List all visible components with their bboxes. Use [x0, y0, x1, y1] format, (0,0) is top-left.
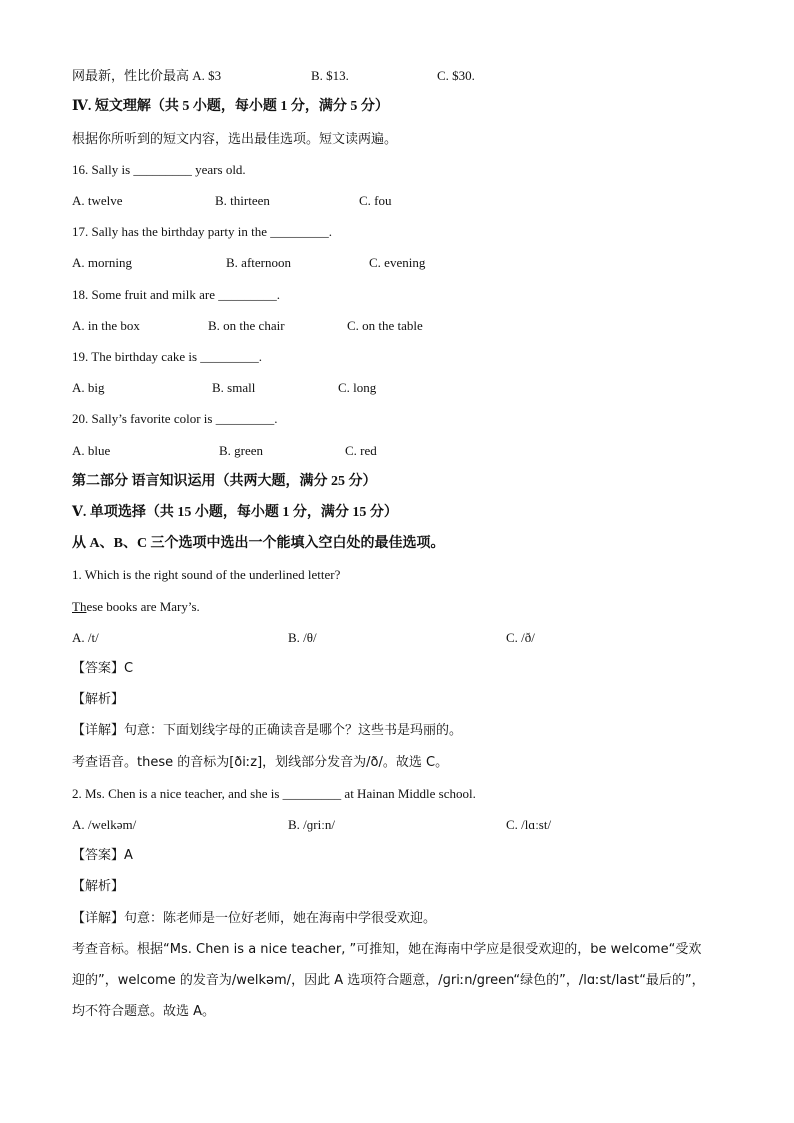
answer-label: 【答案】	[72, 661, 125, 676]
item1-detail-text: 句意：下面划线字母的正确读音是哪个？这些书是玛丽的。	[124, 723, 463, 738]
q20-stem: 20. Sally’s favorite color is _________.	[72, 411, 278, 426]
detail-label: 【详解】	[72, 723, 125, 738]
item2-option-a: A. /welkəm/	[72, 817, 137, 832]
q15-tail	[72, 67, 221, 85]
q18-option-c: C. on the table	[347, 318, 423, 333]
q16-stem: 16. Sally is _________ years old.	[72, 162, 246, 177]
q18-option-a: A. in the box	[72, 318, 140, 333]
q19-option-b: B. small	[212, 380, 256, 395]
item2-explanation-line3: 均不符合题意。故选 A。	[72, 1004, 216, 1019]
q19-stem: 19. The birthday cake is _________.	[72, 349, 263, 364]
q18-stem: 18. Some fruit and milk are _________.	[72, 287, 280, 302]
item1-answer-value: C	[124, 661, 134, 676]
detail-label-2: 【详解】	[72, 911, 125, 926]
item1-answer	[72, 660, 133, 678]
q16-option-b: B. thirteen	[215, 193, 270, 208]
section-iv-instruction: 根据你所听到的短文内容，选出最佳选项。短文读两遍。	[72, 131, 398, 146]
section-iv-heading: Ⅳ. 短文理解（共 5 小题，每小题 1 分，满分 5 分）	[72, 99, 389, 114]
item1-stem: 1. Which is the right sound of the underlined letter?	[72, 567, 341, 582]
q17-option-b: B. afternoon	[226, 255, 291, 270]
item1-option-a: A. /t/	[72, 630, 99, 645]
item2-explanation-line2: 迎的”，welcome 的发音为/welkəm/，因此 A 选项符合题意，/ɡriːn/green“绿色的”，/lɑːst/last“最后的”，	[72, 973, 705, 988]
q16-option-a: A. twelve	[72, 193, 123, 208]
item2-explanation-line1: 考查音标。根据“Ms. Chen is a nice teacher, ”可推知，她在海南中学应是很受欢迎的，be welcome“受欢	[72, 942, 702, 957]
item1-sentence	[72, 598, 200, 616]
answer-label-2: 【答案】	[72, 848, 125, 863]
section-v-instruction: 从 A、B、C 三个选项中选出一个能填入空白处的最佳选项。	[72, 536, 445, 551]
q20-option-c: C. red	[345, 443, 377, 458]
q19-option-a: A. big	[72, 380, 105, 395]
q15-option-c: C. $30.	[437, 68, 475, 83]
item2-option-c: C. /lɑːst/	[506, 817, 552, 832]
q20-option-b: B. green	[219, 443, 264, 458]
q16-option-c: C. fou	[359, 193, 392, 208]
section-v-heading: Ⅴ. 单项选择（共 15 小题，每小题 1 分，满分 15 分）	[72, 505, 398, 520]
q18-option-b: B. on the chair	[208, 318, 285, 333]
q20-option-a: A. blue	[72, 443, 111, 458]
item1-option-b: B. /θ/	[288, 630, 317, 645]
item2-detail	[72, 910, 436, 928]
item2-detail-text: 句意：陈老师是一位好老师，她在海南中学很受欢迎。	[124, 911, 437, 926]
q15-option-b: B. $13.	[311, 68, 349, 83]
q15-tail-text: 网最新，性比价最高 A. $3	[72, 68, 222, 83]
item1-underlined-letters: Th	[72, 599, 87, 614]
item2-stem: 2. Ms. Chen is a nice teacher, and she is _________ at Hainan Middle school.	[72, 786, 476, 801]
q17-option-c: C. evening	[369, 255, 426, 270]
item2-answer	[72, 847, 133, 865]
item1-explanation: 考查语音。these 的音标为[ðiːz]，划线部分发音为/ð/。故选 C。	[72, 755, 449, 770]
item1-option-c: C. /ð/	[506, 630, 535, 645]
item1-sentence-rest: ese books are Mary’s.	[86, 599, 200, 614]
item1-analysis-label: 【解析】	[72, 692, 125, 707]
q19-option-c: C. long	[338, 380, 377, 395]
item2-analysis-label: 【解析】	[72, 879, 125, 894]
part-two-heading: 第二部分 语言知识运用（共两大题，满分 25 分）	[72, 474, 377, 489]
q17-option-a: A. morning	[72, 255, 132, 270]
item2-option-b: B. /ɡriːn/	[288, 817, 335, 832]
item1-detail	[72, 722, 462, 740]
item2-answer-value: A	[124, 848, 133, 863]
q17-stem: 17. Sally has the birthday party in the _________.	[72, 224, 332, 239]
